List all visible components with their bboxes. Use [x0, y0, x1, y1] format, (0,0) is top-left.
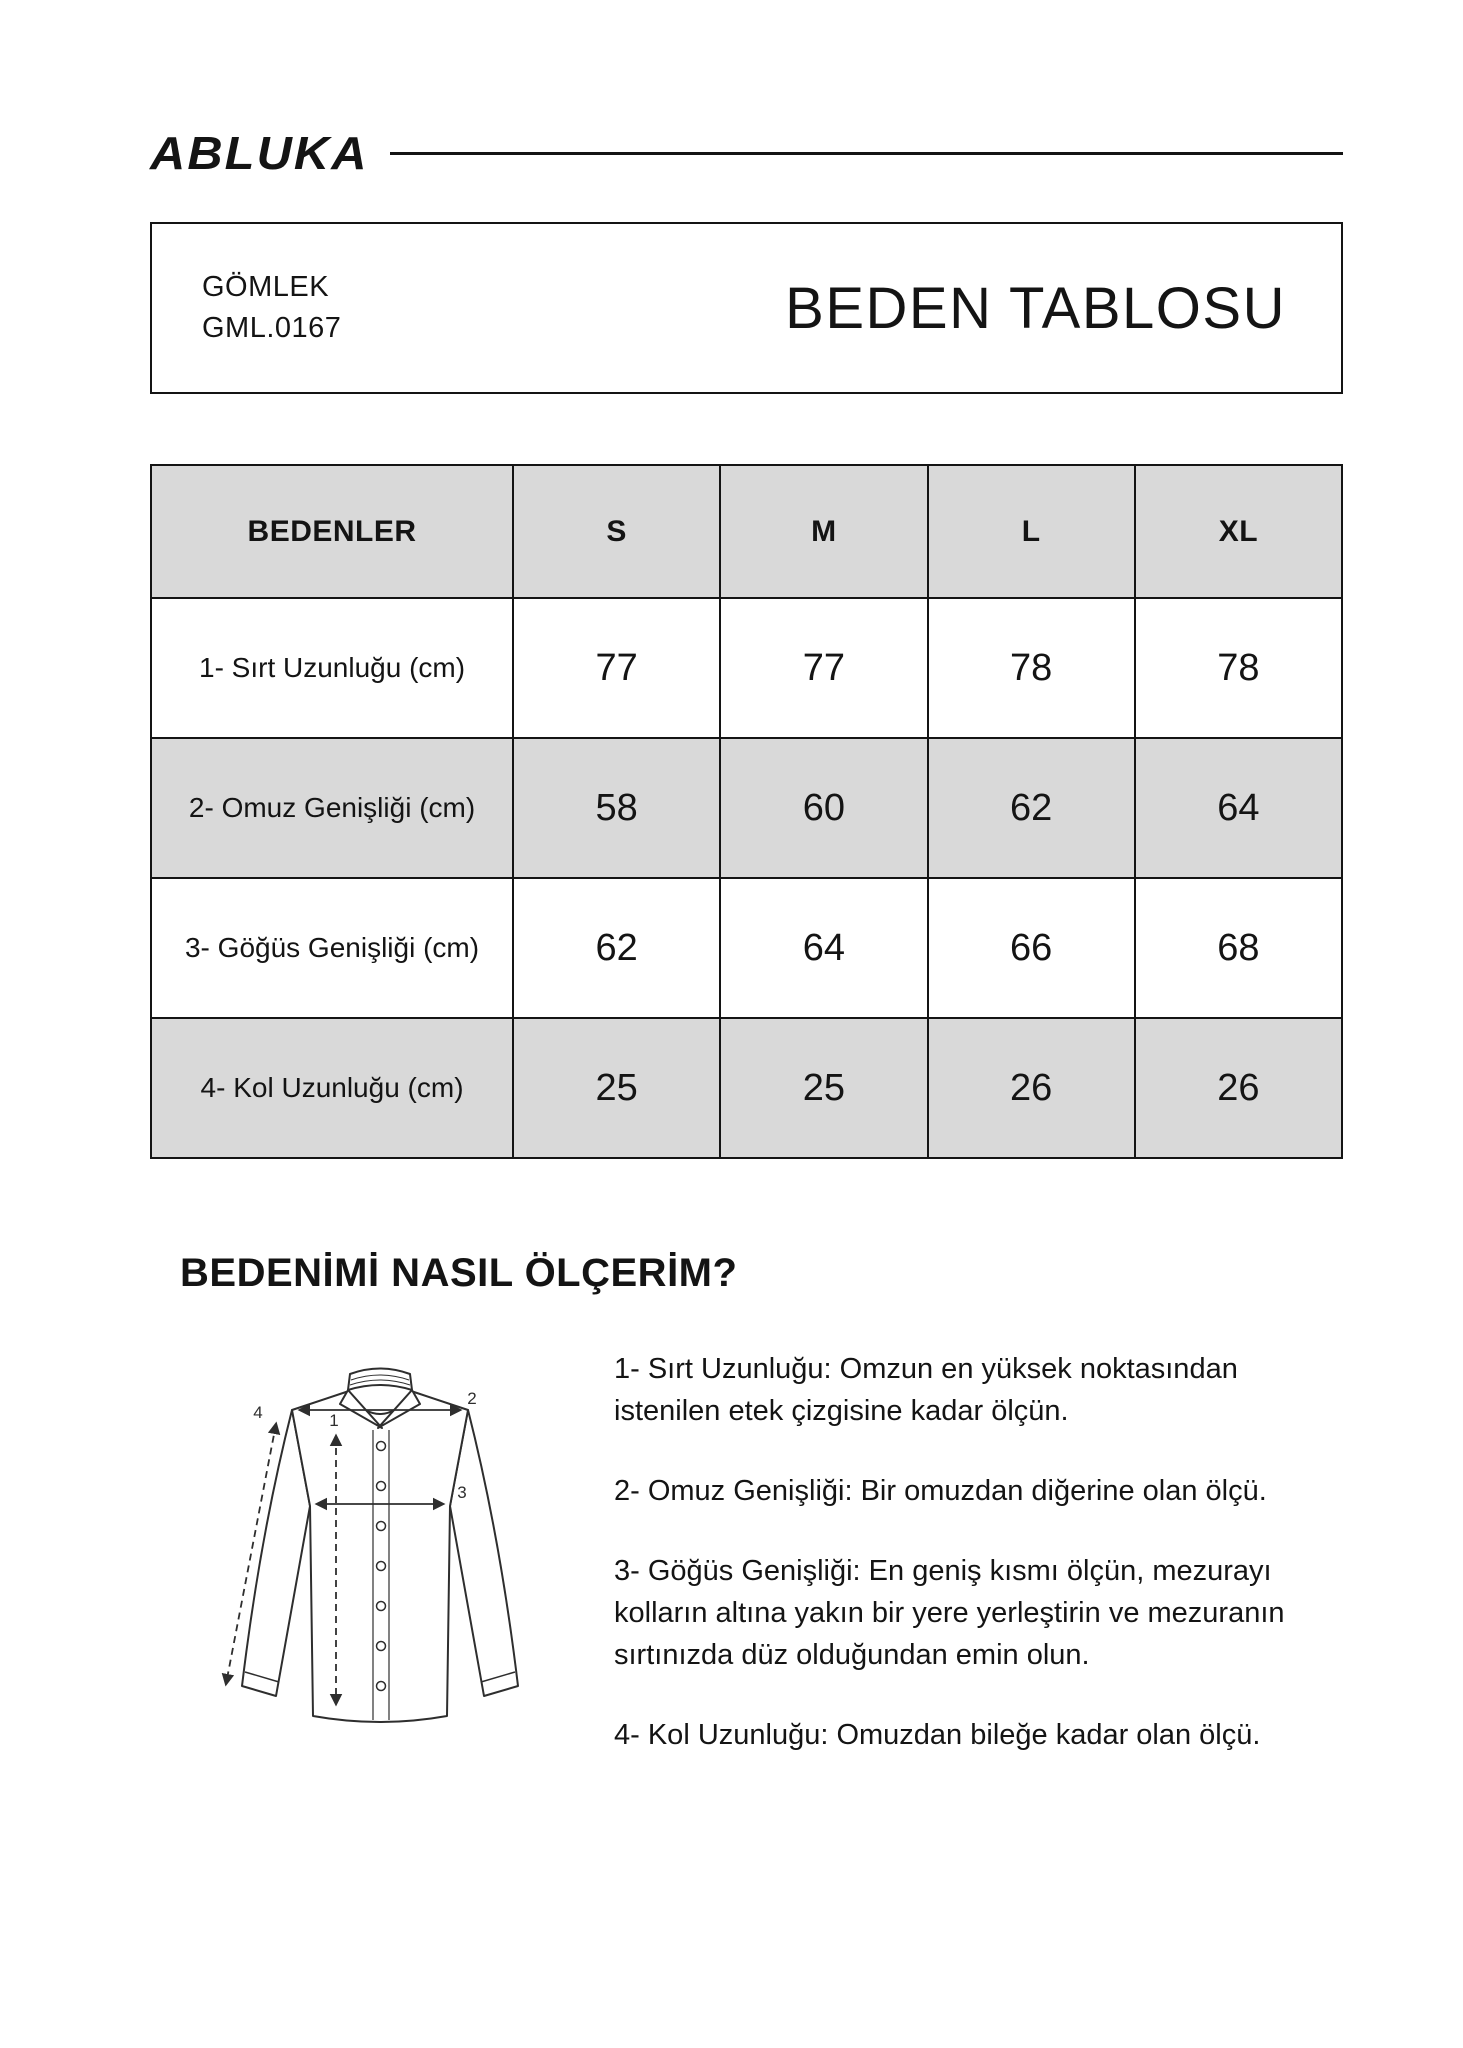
size-value: 25	[720, 1018, 927, 1158]
header-rule	[390, 152, 1343, 155]
size-table	[150, 464, 1343, 1159]
diagram-label-1: 1	[329, 1411, 339, 1430]
header-cell-m: M	[720, 465, 927, 598]
header-cell-s: S	[513, 465, 720, 598]
howto-section	[150, 1336, 1343, 1771]
diagram-label-3: 3	[457, 1483, 467, 1502]
product-code: GML.0167	[202, 312, 342, 344]
size-value: 26	[1135, 1018, 1342, 1158]
row-label: 4- Kol Uzunluğu (cm)	[151, 1018, 513, 1158]
diagram-label-4: 4	[253, 1403, 263, 1422]
size-value: 77	[513, 598, 720, 738]
header-cell-bedenler: BEDENLER	[151, 465, 513, 598]
instruction-paragraph: 1- Sırt Uzunluğu: Omzun en yüksek noktasından istenilen etek çizgisine kadar ölçün.	[614, 1353, 1238, 1428]
size-value: 58	[513, 738, 720, 878]
size-table-body	[151, 598, 1342, 1158]
size-value: 62	[513, 878, 720, 1018]
size-value: 78	[928, 598, 1135, 738]
size-value: 64	[720, 878, 927, 1018]
row-label: 1- Sırt Uzunluğu (cm)	[151, 598, 513, 738]
size-value: 68	[1135, 878, 1342, 1018]
instruction-paragraph: 4- Kol Uzunluğu: Omuzdan bileğe kadar olan ölçü.	[614, 1719, 1261, 1752]
size-table-header	[151, 465, 1342, 598]
size-value: 60	[720, 738, 927, 878]
product-box	[150, 222, 1343, 394]
size-value: 25	[513, 1018, 720, 1158]
size-value: 78	[1135, 598, 1342, 738]
table-row	[151, 738, 1342, 878]
size-value: 77	[720, 598, 927, 738]
instruction-paragraph: 2- Omuz Genişliği: Bir omuzdan diğerine olan ölçü.	[614, 1475, 1267, 1508]
shirt-diagram-svg	[150, 1336, 600, 1766]
collar-band	[348, 1369, 412, 1391]
size-value: 64	[1135, 738, 1342, 878]
row-label: 2- Omuz Genişliği (cm)	[151, 738, 513, 878]
header-cell-l: L	[928, 465, 1135, 598]
shirt-measurement-diagram	[150, 1336, 600, 1771]
size-value: 62	[928, 738, 1135, 878]
header-cell-xl: XL	[1135, 465, 1342, 598]
size-value: 66	[928, 878, 1135, 1018]
instruction-paragraph: 3- Göğüs Genişliği: En geniş kısmı ölçün, mezurayı kolların altına yakın bir yere yerleştirin ve mezuranın sırtınızda düz olduğundan emin olun.	[614, 1555, 1285, 1672]
product-type: GÖMLEK	[202, 271, 330, 304]
table-row	[151, 598, 1342, 738]
diagram-label-2: 2	[467, 1389, 477, 1408]
howto-title: BEDENİMİ NASIL ÖLÇERİM?	[180, 1251, 738, 1295]
row-label: 3- Göğüs Genişliği (cm)	[151, 878, 513, 1018]
product-meta	[202, 267, 341, 348]
table-row	[151, 1018, 1342, 1158]
table-row	[151, 878, 1342, 1018]
size-chart-title: BEDEN TABLOSU	[785, 275, 1286, 341]
brand-row	[150, 126, 1343, 180]
measurement-instructions	[600, 1336, 1343, 1756]
brand-logo: ABLUKA	[150, 127, 369, 179]
size-value: 26	[928, 1018, 1135, 1158]
header-row	[151, 465, 1342, 598]
